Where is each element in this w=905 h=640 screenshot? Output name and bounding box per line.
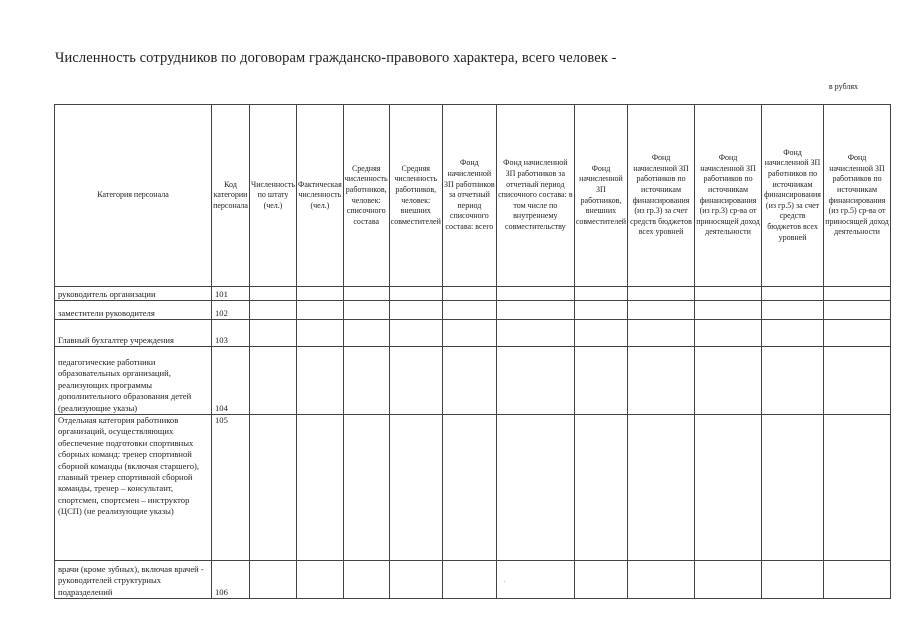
header-fund-g3-budget: Фонд начисленной ЗП работников по источникам финансирования (из гр.3) за счет средств бюджетов всех уровней xyxy=(628,105,695,287)
header-staff-count: Численность по штату (чел.) xyxy=(250,105,297,287)
row-category: врачи (кроме зубных), включая врачей - руководителей структурных подразделений xyxy=(55,561,212,599)
header-fund-internal: Фонд начисленной ЗП работников за отчетный период списочного состава: в том числе по внутреннему совместительству xyxy=(496,105,574,287)
row-category: руководитель организации xyxy=(55,287,212,301)
stray-mark: · xyxy=(503,578,506,586)
header-fund-g5-income: Фонд начисленной ЗП работников по источникам финансирования (из гр.5) ср-ва от приносящей доход деятельности xyxy=(824,105,891,287)
header-fund-total: Фонд начисленной ЗП работников за отчетный период списочного состава: всего xyxy=(442,105,496,287)
header-fund-external: Фонд начисленной ЗП работников, внешних совместителей xyxy=(574,105,627,287)
row-code: 105 xyxy=(212,415,250,561)
header-avg-payroll: Средняя численность работников, человек: списочного состава xyxy=(343,105,389,287)
header-fund-g3-income: Фонд начисленной ЗП работников по источникам финансирования (из гр.3) ср-ва от приносящей доход деятельности xyxy=(695,105,762,287)
row-code: 102 xyxy=(212,301,250,320)
header-row xyxy=(55,105,891,287)
row-code: 103 xyxy=(212,320,250,347)
header-category: Категория персонала xyxy=(55,105,212,287)
table-row xyxy=(55,415,891,561)
header-avg-external: Средняя численность работников, человек: внешних совместителей xyxy=(389,105,442,287)
header-code: Код категории персонала xyxy=(212,105,250,287)
table-row xyxy=(55,287,891,301)
row-code: 101 xyxy=(212,287,250,301)
table-row xyxy=(55,320,891,347)
row-code: 106 xyxy=(212,561,250,599)
row-category: заместители руководителя xyxy=(55,301,212,320)
units-note: в рублях xyxy=(828,82,858,91)
header-fund-g5-budget: Фонд начисленной ЗП работников по источникам финансирования (из гр.5) за счет средств бюджетов всех уровней xyxy=(762,105,824,287)
row-category: Отдельная категория работников организаций, осуществляющих обеспечение подготовки спортивных сборных команд: тренер спортивной сборной команды (включая старшего), главный тренер спортивной сборной команды, тренер – консультант, спортсмен, спортсмен – инструктор (ЦСП) (не реализующие указы) xyxy=(55,415,212,561)
table-row xyxy=(55,561,891,599)
table-row xyxy=(55,347,891,415)
row-category: Главный бухгалтер учреждения xyxy=(55,320,212,347)
page-title: Численность сотрудников по договорам гражданско-правового характера, всего человек - xyxy=(55,50,617,66)
personnel-table xyxy=(54,104,891,599)
table-row xyxy=(55,301,891,320)
row-code: 104 xyxy=(212,347,250,415)
header-actual-count: Фактическая численность (чел.) xyxy=(297,105,344,287)
row-category: педагогические работники образовательных организаций, реализующих программы дополнительного образования детей (реализующие указы) xyxy=(55,347,212,415)
